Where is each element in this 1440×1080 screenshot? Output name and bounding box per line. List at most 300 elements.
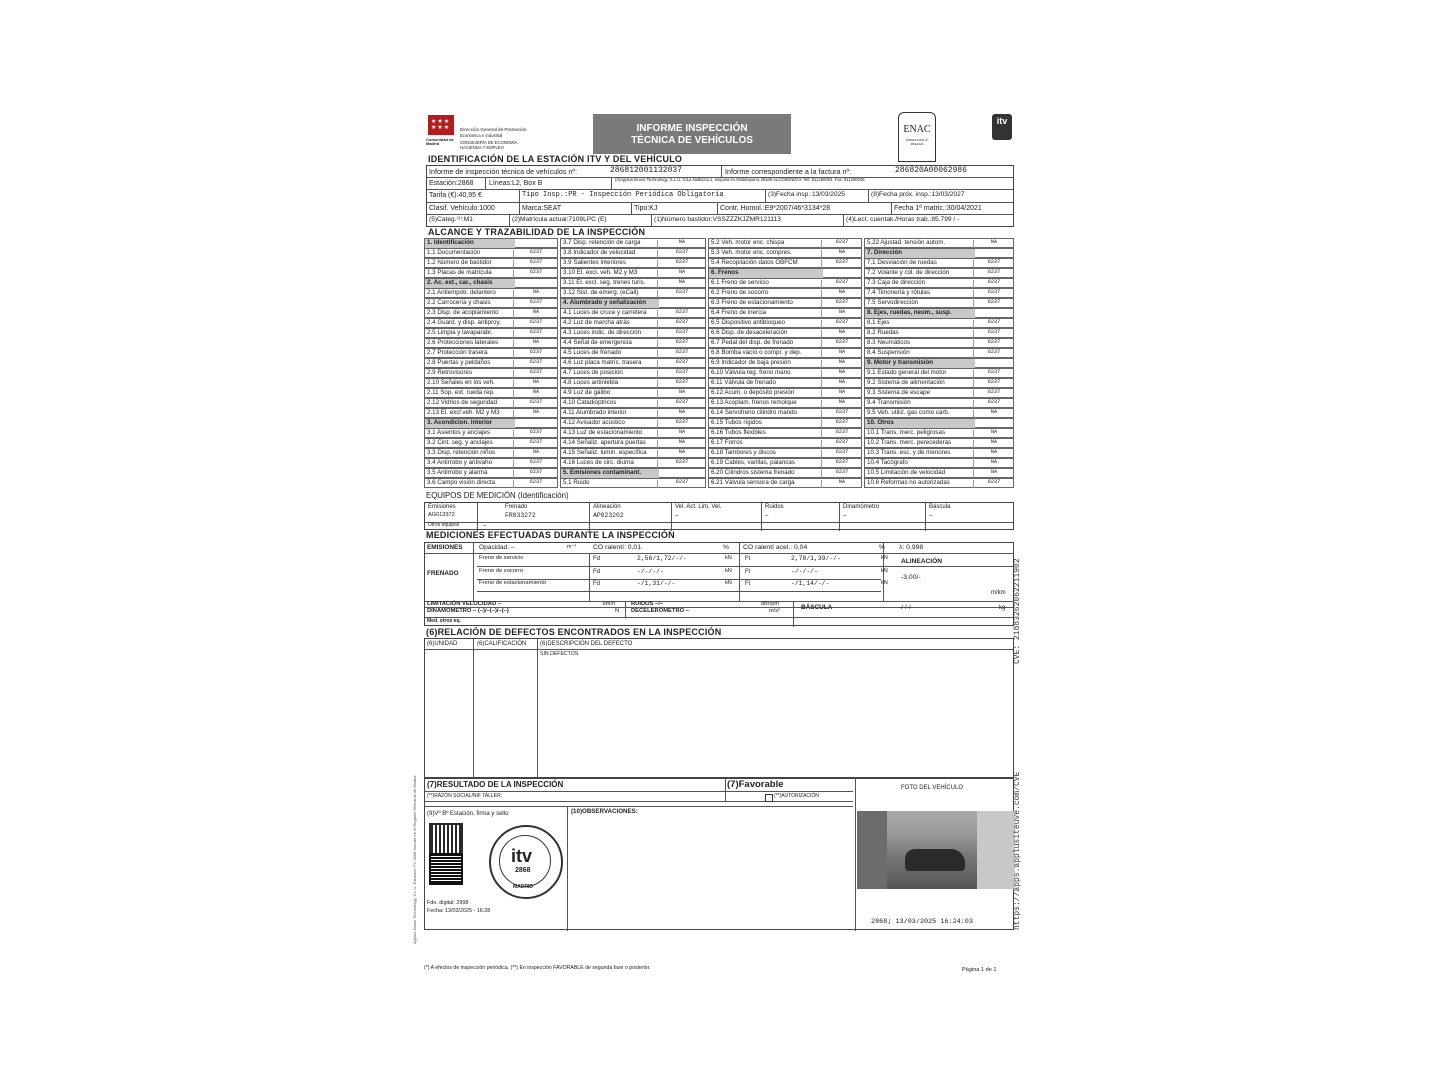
alcance-item-code: NA (821, 480, 862, 488)
informe-value: 286812001132037 (610, 166, 683, 175)
car-shape (905, 849, 965, 871)
alcance-item-code: NA (973, 450, 1014, 458)
org-line-2: Económica e Industrial (460, 133, 503, 138)
freno-label: Freno de estacionamiento (479, 580, 547, 586)
alcance-item (708, 468, 862, 478)
fd-label: Fd (593, 556, 601, 562)
equipos-vel-label: Vel. Act. Lim. Vel. (675, 504, 722, 510)
alcance-item (560, 258, 706, 268)
equipos-alineacion-label: Alineación (593, 504, 621, 510)
alcance-item (708, 418, 862, 428)
alcance-item-label: 6.16 Tubos flexibles (711, 429, 766, 436)
alcance-item-label: 4.7 Luces de posición (563, 369, 623, 376)
alcance-section-header (560, 298, 706, 308)
alcance-item-code: 6237 (973, 330, 1014, 338)
alcance-item (424, 268, 558, 278)
alcance-item (708, 338, 862, 348)
alcance-item (560, 448, 706, 458)
alcance-item-label: 6.1 Freno de servicio (711, 279, 769, 286)
alcance-item-code: 6237 (657, 340, 706, 348)
alcance-item-code: 6237 (821, 470, 862, 478)
alcance-item-code: NA (513, 290, 558, 298)
alcance-item-label: 3.10 El. excl. veh. M2 y M3 (563, 269, 638, 276)
co-ralenti-unit: % (723, 544, 729, 551)
alcance-item (560, 408, 706, 418)
factura-value: 286820A00062986 (895, 166, 968, 175)
alcance-item-code: NA (973, 430, 1014, 438)
alcance-item-code: 6237 (973, 320, 1014, 328)
alcance-item (708, 308, 862, 318)
equipos-dinamometro-value: – (843, 513, 847, 519)
alcance-item-code: 6237 (513, 330, 558, 338)
alcance-item-label: 3.8 Indicador de velocidad (563, 249, 636, 256)
alcance-item (708, 278, 862, 288)
fecha-matric: Fecha 1ª matric.:30/04/2021 (894, 205, 982, 212)
alcance-item-code: NA (657, 240, 706, 248)
alcance-item-label: 3.2 Cint. seg. y anclajes (427, 439, 493, 446)
alcance-item-code: 6237 (513, 320, 558, 328)
informe-label: Informe de inspección técnica de vehículos nº: (429, 167, 578, 176)
alcance-item-code: NA (821, 390, 862, 398)
equipos-otros-value: – (483, 523, 487, 529)
alcance-item (560, 368, 706, 378)
alineacion-unit: m/km (991, 590, 1006, 596)
alcance-item-code: 6237 (821, 460, 862, 468)
col-descripcion: (6)DESCRIPCIÓN DEL DEFECTO (540, 641, 633, 647)
alcance-item-label: 6.7 Pedal del disp. de frenado (711, 339, 794, 346)
ident-section-title: IDENTIFICACIÓN DE LA ESTACIÓN ITV Y DEL VEHÍCULO (428, 154, 683, 164)
alcance-item (424, 398, 558, 408)
alcance-item-code: 6237 (657, 260, 706, 268)
alcance-item-label: 7.3 Caja de dirección (867, 279, 926, 286)
ft-unit: kN (881, 567, 888, 574)
equipos-ruidos-value: – (765, 513, 769, 519)
alcance-item-label: 6.15 Tubos rígidos (711, 419, 762, 426)
alcance-item-label: 6.8 Bomba vacío o compr. y dep. (711, 349, 802, 356)
alcance-item-code: NA (821, 370, 862, 378)
alcance-item (708, 438, 862, 448)
alcance-item-label: 9.5 Veh. utiliz. gas como carb. (867, 409, 950, 416)
fd-label: Fd (593, 581, 601, 587)
alcance-item-label: 8.2 Ruedas (867, 329, 899, 336)
bascula: BÁSCULA (801, 604, 833, 611)
autorizacion-checkbox[interactable] (765, 794, 773, 802)
alcance-item-code: NA (973, 410, 1014, 418)
alcance-item-code: NA (973, 460, 1014, 468)
alcance-item-code: 6237 (821, 450, 862, 458)
org-line-4: HACIENDA Y EMPLEO (460, 145, 504, 150)
alcance-item (424, 358, 558, 368)
alcance-item-label: 10.1 Trans. merc. peligrosas (867, 429, 946, 436)
alcance-item (424, 468, 558, 478)
alcance-item (560, 338, 706, 348)
report-title-box (593, 114, 791, 154)
alcance-item-code: 6237 (657, 320, 706, 328)
side-right-cve: CVE: 21883262062211902 (1013, 558, 1022, 664)
lineas: Líneas:L2, Box B (489, 180, 543, 187)
alcance-item-label: 5.3 Veh. motor enc. compres. (711, 249, 792, 256)
alcance-item-label: 3.7 Disp. retención de carga (563, 239, 641, 246)
alcance-item (424, 288, 558, 298)
alcance-item-label: 3.6 Campo visión directa (427, 479, 496, 486)
alcance-item-label: 6.10 Válvula reg. freno mano (711, 369, 791, 376)
alcance-item-code: 6237 (513, 460, 558, 468)
alcance-item-code: NA (973, 470, 1014, 478)
alcance-item (708, 478, 862, 488)
fd-value: -/-/-/- (637, 567, 664, 575)
alcance-item (424, 248, 558, 258)
alcance-item-code: NA (657, 410, 706, 418)
alcance-item-label: 4.10 Catadióptricos (563, 399, 617, 406)
freno-label: Freno de socorro (479, 567, 524, 574)
alcance-item-label: 4.8 Luces antiniebla (563, 379, 619, 386)
alcance-item (864, 338, 1014, 348)
alcance-item-label: 1.1 Documentación (427, 249, 481, 256)
alcance-item (560, 428, 706, 438)
observaciones-label: (10)OBSERVACIONES: (571, 808, 638, 815)
alcance-item-code: NA (513, 410, 558, 418)
alcance-item-label: 2.6 Protecciones laterales (427, 339, 499, 346)
alcance-item (864, 438, 1014, 448)
alcance-item-code: NA (973, 440, 1014, 448)
alcance-item-code: 6237 (513, 360, 558, 368)
alcance-item-label: 3.5 Antirrobo y alarma (427, 469, 488, 476)
alcance-item (864, 298, 1014, 308)
alcance-item-label: 7.4 Timonería y rótulas (867, 289, 930, 296)
med-otros: Med. otros eq. (427, 618, 461, 624)
itv-logo (992, 114, 1012, 140)
alcance-item-code: 6237 (657, 310, 706, 318)
alcance-section-header (424, 278, 558, 288)
alcance-item-label: 3.4 Antirrobo y antivaho (427, 459, 493, 466)
ft-label: Ft (745, 581, 751, 587)
stamp-num: 2868 (515, 867, 531, 874)
alineacion-value: -3,00/- (901, 574, 921, 581)
defectos-table (424, 638, 1014, 778)
alcance-item (424, 448, 558, 458)
alcance-item (424, 458, 558, 468)
alcance-item (864, 378, 1014, 388)
alcance-item-code: NA (513, 380, 558, 388)
alcance-item (560, 478, 706, 488)
alcance-item-code: 6237 (513, 430, 558, 438)
alcance-item (864, 288, 1014, 298)
ft-label: Ft (745, 556, 751, 562)
alcance-item-code: 6237 (657, 250, 706, 258)
alcance-item (424, 378, 558, 388)
alcance-item (864, 468, 1014, 478)
alcance-item (424, 438, 558, 448)
alcance-item-label: 5.1 Ruido (563, 479, 590, 486)
alcance-item-code: NA (657, 270, 706, 278)
alcance-item-code: 6237 (821, 430, 862, 438)
estacion: Estación:2868 (429, 180, 474, 187)
alcance-item (708, 408, 862, 418)
alcance-item-code: 6237 (973, 340, 1014, 348)
alcance-item-label: 2.2 Carrocería y chasis (427, 299, 491, 306)
alcance-item-code: NA (513, 340, 558, 348)
alcance-item (424, 328, 558, 338)
alcance-item-code: 6237 (821, 410, 862, 418)
qr-code (429, 823, 463, 857)
alcance-item-label: 6.18 Tambores y discos (711, 449, 776, 456)
alcance-item-code: 6237 (821, 300, 862, 308)
alcance-item-code: 6237 (657, 360, 706, 368)
alcance-item-label: 4.9 Luz de gálibo (563, 389, 611, 396)
alcance-item-label: 2.13 El. excl veh. M2 y M3 (427, 409, 500, 416)
alcance-item-code: NA (657, 390, 706, 398)
alcance-item-label: 10.3 Trans. esc. y de menores (867, 449, 951, 456)
alcance-item-label: 2.7 Protección trasera (427, 349, 488, 356)
alcance-item-code: 6237 (513, 300, 558, 308)
ruidos: RUIDOS –/– (631, 601, 664, 607)
factura-label: Informe correspondiente a la factura nº: (725, 167, 852, 176)
equipos-emisiones-label: Emisiones (428, 504, 456, 510)
alcance-item-code: 6237 (513, 470, 558, 478)
alcance-item-code: NA (821, 360, 862, 368)
side-left-text: Applus Iteuve Technology, S.L.U. Estación ITV 2868 Inscrita en el Registro Mercantil de Madrid (412, 775, 417, 944)
alcance-item-label: 7.5 Servodirección (867, 299, 919, 306)
sin-defectos: SIN DEFECTOS (540, 651, 579, 657)
alcance-item-label: 10.4 Tacógrafo (867, 459, 908, 466)
equipos-title: EQUIPOS DE MEDICIÓN (Identificación) (426, 491, 569, 500)
alcance-item-label: 6.2 Freno de socorro (711, 289, 769, 296)
decelerometro: DECELERÓMETRO – (631, 608, 689, 614)
alcance-item (708, 288, 862, 298)
alcance-item-code: NA (657, 450, 706, 458)
alcance-item-code: 6237 (657, 380, 706, 388)
alcance-item-label: 1. Identificación (425, 239, 515, 249)
alcance-item (708, 358, 862, 368)
alcance-item (424, 308, 558, 318)
kmh-unit: km/h (603, 601, 616, 607)
equipos-frenado-label: Frenado (505, 504, 528, 510)
co-ralenti: CO ralentí: 0,01 (593, 544, 641, 551)
alcance-item (864, 448, 1014, 458)
alcance-section-header (708, 268, 862, 278)
alcance-section-header (560, 468, 706, 478)
equipos-table (424, 502, 1014, 530)
alcance-item (560, 278, 706, 288)
alcance-item (560, 308, 706, 318)
equipos-bascula-label: Báscula (929, 504, 951, 510)
alcance-item-label: 2.12 Vidrios de seguridad (427, 399, 498, 406)
alcance-item-code: 6237 (657, 330, 706, 338)
ft-unit: kN (881, 555, 888, 561)
fd-value: 2,56/1,72/-/- (637, 555, 687, 562)
alcance-item-label: 7.2 Volante y col. de dirección (867, 269, 950, 276)
alcance-item-code: 6237 (973, 260, 1014, 268)
contr-homol: Contr. Homol.:E9*2007/46*3134*28 (720, 205, 831, 212)
bascula-value: -/-/-/- (899, 604, 913, 611)
alcance-item-code: 6237 (973, 400, 1014, 408)
co-ralenti-acel: CO ralentí acel.: 0,04 (743, 544, 808, 551)
alcance-item-label: 6.3 Freno de estacionamiento (711, 299, 793, 306)
alcance-item-code: 6237 (821, 240, 862, 248)
alcance-item (708, 378, 862, 388)
alcance-item-code: NA (513, 450, 558, 458)
inspection-report (422, 110, 1016, 980)
alcance-item (560, 238, 706, 248)
alcance-item-label: 3.11 El. excl. seg. trenes turis. (563, 279, 646, 286)
opacidad: Opacidad: – (479, 544, 515, 551)
alcance-item (424, 318, 558, 328)
alcance-item-label: 6.4 Freno de inercia (711, 309, 767, 316)
alcance-item-label: 4.4 Señal de emergencia (563, 339, 632, 346)
enac-text: ENAC (903, 124, 931, 135)
alcance-item-code: 6237 (657, 460, 706, 468)
fecha-prox: (8)Fecha próx. insp.:13/03/2027 (871, 191, 965, 198)
matricula: (2)Matrícula actual:7109LPC (E) (512, 216, 607, 223)
enac-sub: INSPECCIÓN Nº 38/EI/124 (905, 138, 929, 146)
alcance-item-label: 6.9 Indicador de baja presión (711, 359, 791, 366)
alcance-item-code: 6237 (513, 260, 558, 268)
alcance-item-label: 9. Motor y transmisión (865, 359, 975, 369)
alcance-item (864, 408, 1014, 418)
alcance-item-label: 6.6 Disp. de desaceleración (711, 329, 788, 336)
alcance-item-label: 4.6 Luz placa matríc. trasera (563, 359, 642, 366)
alcance-item (864, 348, 1014, 358)
alcance-section-header (864, 418, 1014, 428)
alcance-item-label: 3.9 Salientes interiores (563, 259, 626, 266)
tipo-insp: Tipo Insp.:PR - Inspección Periódica Obligatoria (522, 191, 724, 199)
alcance-item-code: 6237 (973, 300, 1014, 308)
madrid-logo: ★★★ ★★★ (428, 115, 454, 135)
equipos-dinamometro-label: Dinamómetro (843, 504, 880, 510)
alcance-item-label: 9.4 Transmisión (867, 399, 911, 406)
alcance-section-header (864, 358, 1014, 368)
alcance-item-code: 6237 (973, 290, 1014, 298)
alcance-item-label: 2.4 Guard. y disp. antiproy. (427, 319, 501, 326)
fd-label: Fd (593, 568, 601, 575)
alcance-item-label: 7. Dirección (865, 249, 975, 259)
alcance-item-code: 6237 (513, 350, 558, 358)
n-unit: N (615, 608, 620, 614)
alcance-item (560, 458, 706, 468)
freno-label: Freno de servicio (479, 555, 524, 561)
alcance-item (864, 268, 1014, 278)
alcance-item-label: 8. Ejes, ruedas, neum., susp. (865, 309, 975, 319)
opacidad-unit: m⁻¹ (567, 544, 577, 550)
alcance-item-label: 4.5 Luces de frenado (563, 349, 622, 356)
alcance-item-label: 2.9 Retrovisores (427, 369, 473, 376)
alcance-item-label: 8.1 Ejes (867, 319, 890, 326)
equipos-vel-value: – (675, 513, 679, 519)
alcance-item-code: 6237 (973, 270, 1014, 278)
alcance-item-label: 2.11 Sop. ext. rueda rep. (427, 389, 495, 396)
alcance-item (708, 258, 862, 268)
alcance-item (424, 368, 558, 378)
alcance-item-label: 10.2 Trans. merc. perecederas (867, 439, 952, 446)
ms2-unit: m/s² (769, 608, 780, 614)
alcance-grid (424, 239, 1014, 490)
alcance-item (864, 458, 1014, 468)
alcance-item-label: 4.14 Señaliz. apertura puertas (563, 439, 646, 446)
alcance-item-label: 4.16 Luces de circ. diurna (563, 459, 634, 466)
clasif: Clasif. Vehículo:1000 (429, 205, 495, 212)
alcance-item-code: 6237 (821, 280, 862, 288)
alcance-section-header (864, 308, 1014, 318)
alcance-item-label: 6.12 Acum. o depósito presión (711, 389, 795, 396)
alcance-item-label: 9.2 Sistema de alimentación (867, 379, 945, 386)
alcance-item-code: 6237 (657, 400, 706, 408)
comunidad-label: Comunidad de Madrid (426, 137, 454, 146)
dbrpm-unit: dB/rpm (761, 601, 780, 607)
alcance-item-code: 6237 (657, 350, 706, 358)
defectos-title: (6)RELACIÓN DE DEFECTOS ENCONTRADOS EN LA INSPECCIÓN (426, 627, 722, 637)
alcance-item-code: NA (657, 280, 706, 288)
firma-fecha: Fecha: 13/03/2025 - 16:28 (427, 908, 491, 914)
qr-code-2 (429, 853, 463, 885)
alcance-item-label: 9.3 Sistema de escape (867, 389, 930, 396)
alcance-item-code: NA (657, 430, 706, 438)
alcance-section-title: ALCANCE Y TRAZABILIDAD DE LA INSPECCIÓN (428, 227, 646, 237)
itv-logo-text: itv (996, 116, 1008, 126)
alcance-section-header (864, 248, 1014, 258)
alcance-item-label: 6.5 Dispositivo antibloqueo (711, 319, 785, 326)
alineacion-label: ALINEACIÓN (901, 558, 943, 565)
fecha-insp: (3)Fecha insp.:13/03/2025 (768, 191, 845, 198)
alcance-item-label: 10.5 Limitación de velocidad (867, 469, 946, 476)
alcance-item (424, 338, 558, 348)
alcance-item-label: 4.3 Luces indic. de dirección (563, 329, 642, 336)
col-unidad: (6)UNIDAD (427, 641, 458, 647)
alcance-item-code: 6237 (821, 420, 862, 428)
equipos-emisiones-value: AG013372 (428, 512, 455, 518)
alcance-item-code: NA (513, 390, 558, 398)
alcance-item (708, 248, 862, 258)
vehicle-photo (857, 811, 1015, 889)
alcance-item (864, 478, 1014, 488)
alcance-item-code: 6237 (973, 280, 1014, 288)
alcance-item-code: NA (821, 400, 862, 408)
lectura-cuentakm: (4)Lect. cuentak./Horas trab.:85.799 / - (846, 216, 960, 223)
alcance-item (560, 398, 706, 408)
razon-social: (**)RAZÓN SOCIAL/NIF TALLER: (427, 793, 503, 799)
emisiones-label: EMISIONES (427, 544, 463, 551)
alcance-item (708, 238, 862, 248)
foto-label: FOTO DEL VEHÍCULO (901, 785, 964, 791)
org-line-1: Dirección General de Promoción (460, 127, 527, 132)
alcance-item-code: NA (821, 310, 862, 318)
alcance-item (424, 428, 558, 438)
alcance-item-label: 3.3 Disp. retención niños (427, 449, 496, 456)
alcance-item (708, 448, 862, 458)
alcance-item-code: 6237 (657, 290, 706, 298)
alcance-item-code: 6237 (973, 390, 1014, 398)
alcance-item (708, 368, 862, 378)
ident-table (426, 165, 1014, 227)
alcance-item-code: 6237 (821, 320, 862, 328)
alcance-item-label: 4.13 Luz de estacionamiento (563, 429, 643, 436)
alcance-item-label: 6.13 Acoplam. frenos remolque (711, 399, 797, 406)
alcance-item (864, 428, 1014, 438)
alcance-item-label: 8.4 Suspensión (867, 349, 910, 356)
alcance-item-label: 7.1 Desviación de ruedas (867, 259, 937, 266)
org-line-3: CONSEJERÍA DE ECONOMÍA, (460, 140, 519, 145)
alcance-item-code: 6237 (973, 370, 1014, 378)
alcance-item-code: 6237 (513, 480, 558, 488)
alcance-item (424, 298, 558, 308)
alcance-item-label: 3.1 Asientos y anclajes (427, 429, 490, 436)
alcance-item-label: 4.11 Alumbrado interior (563, 409, 627, 416)
ft-label: Ft (745, 568, 751, 575)
alcance-item-label: 2.3 Disp. de acoplamiento (427, 309, 499, 316)
alcance-item-code: 6237 (973, 380, 1014, 388)
tarifa: Tarifa (€):40,95 € (429, 192, 482, 199)
resultado-block (424, 778, 1014, 930)
alcance-item-code: 6237 (513, 370, 558, 378)
